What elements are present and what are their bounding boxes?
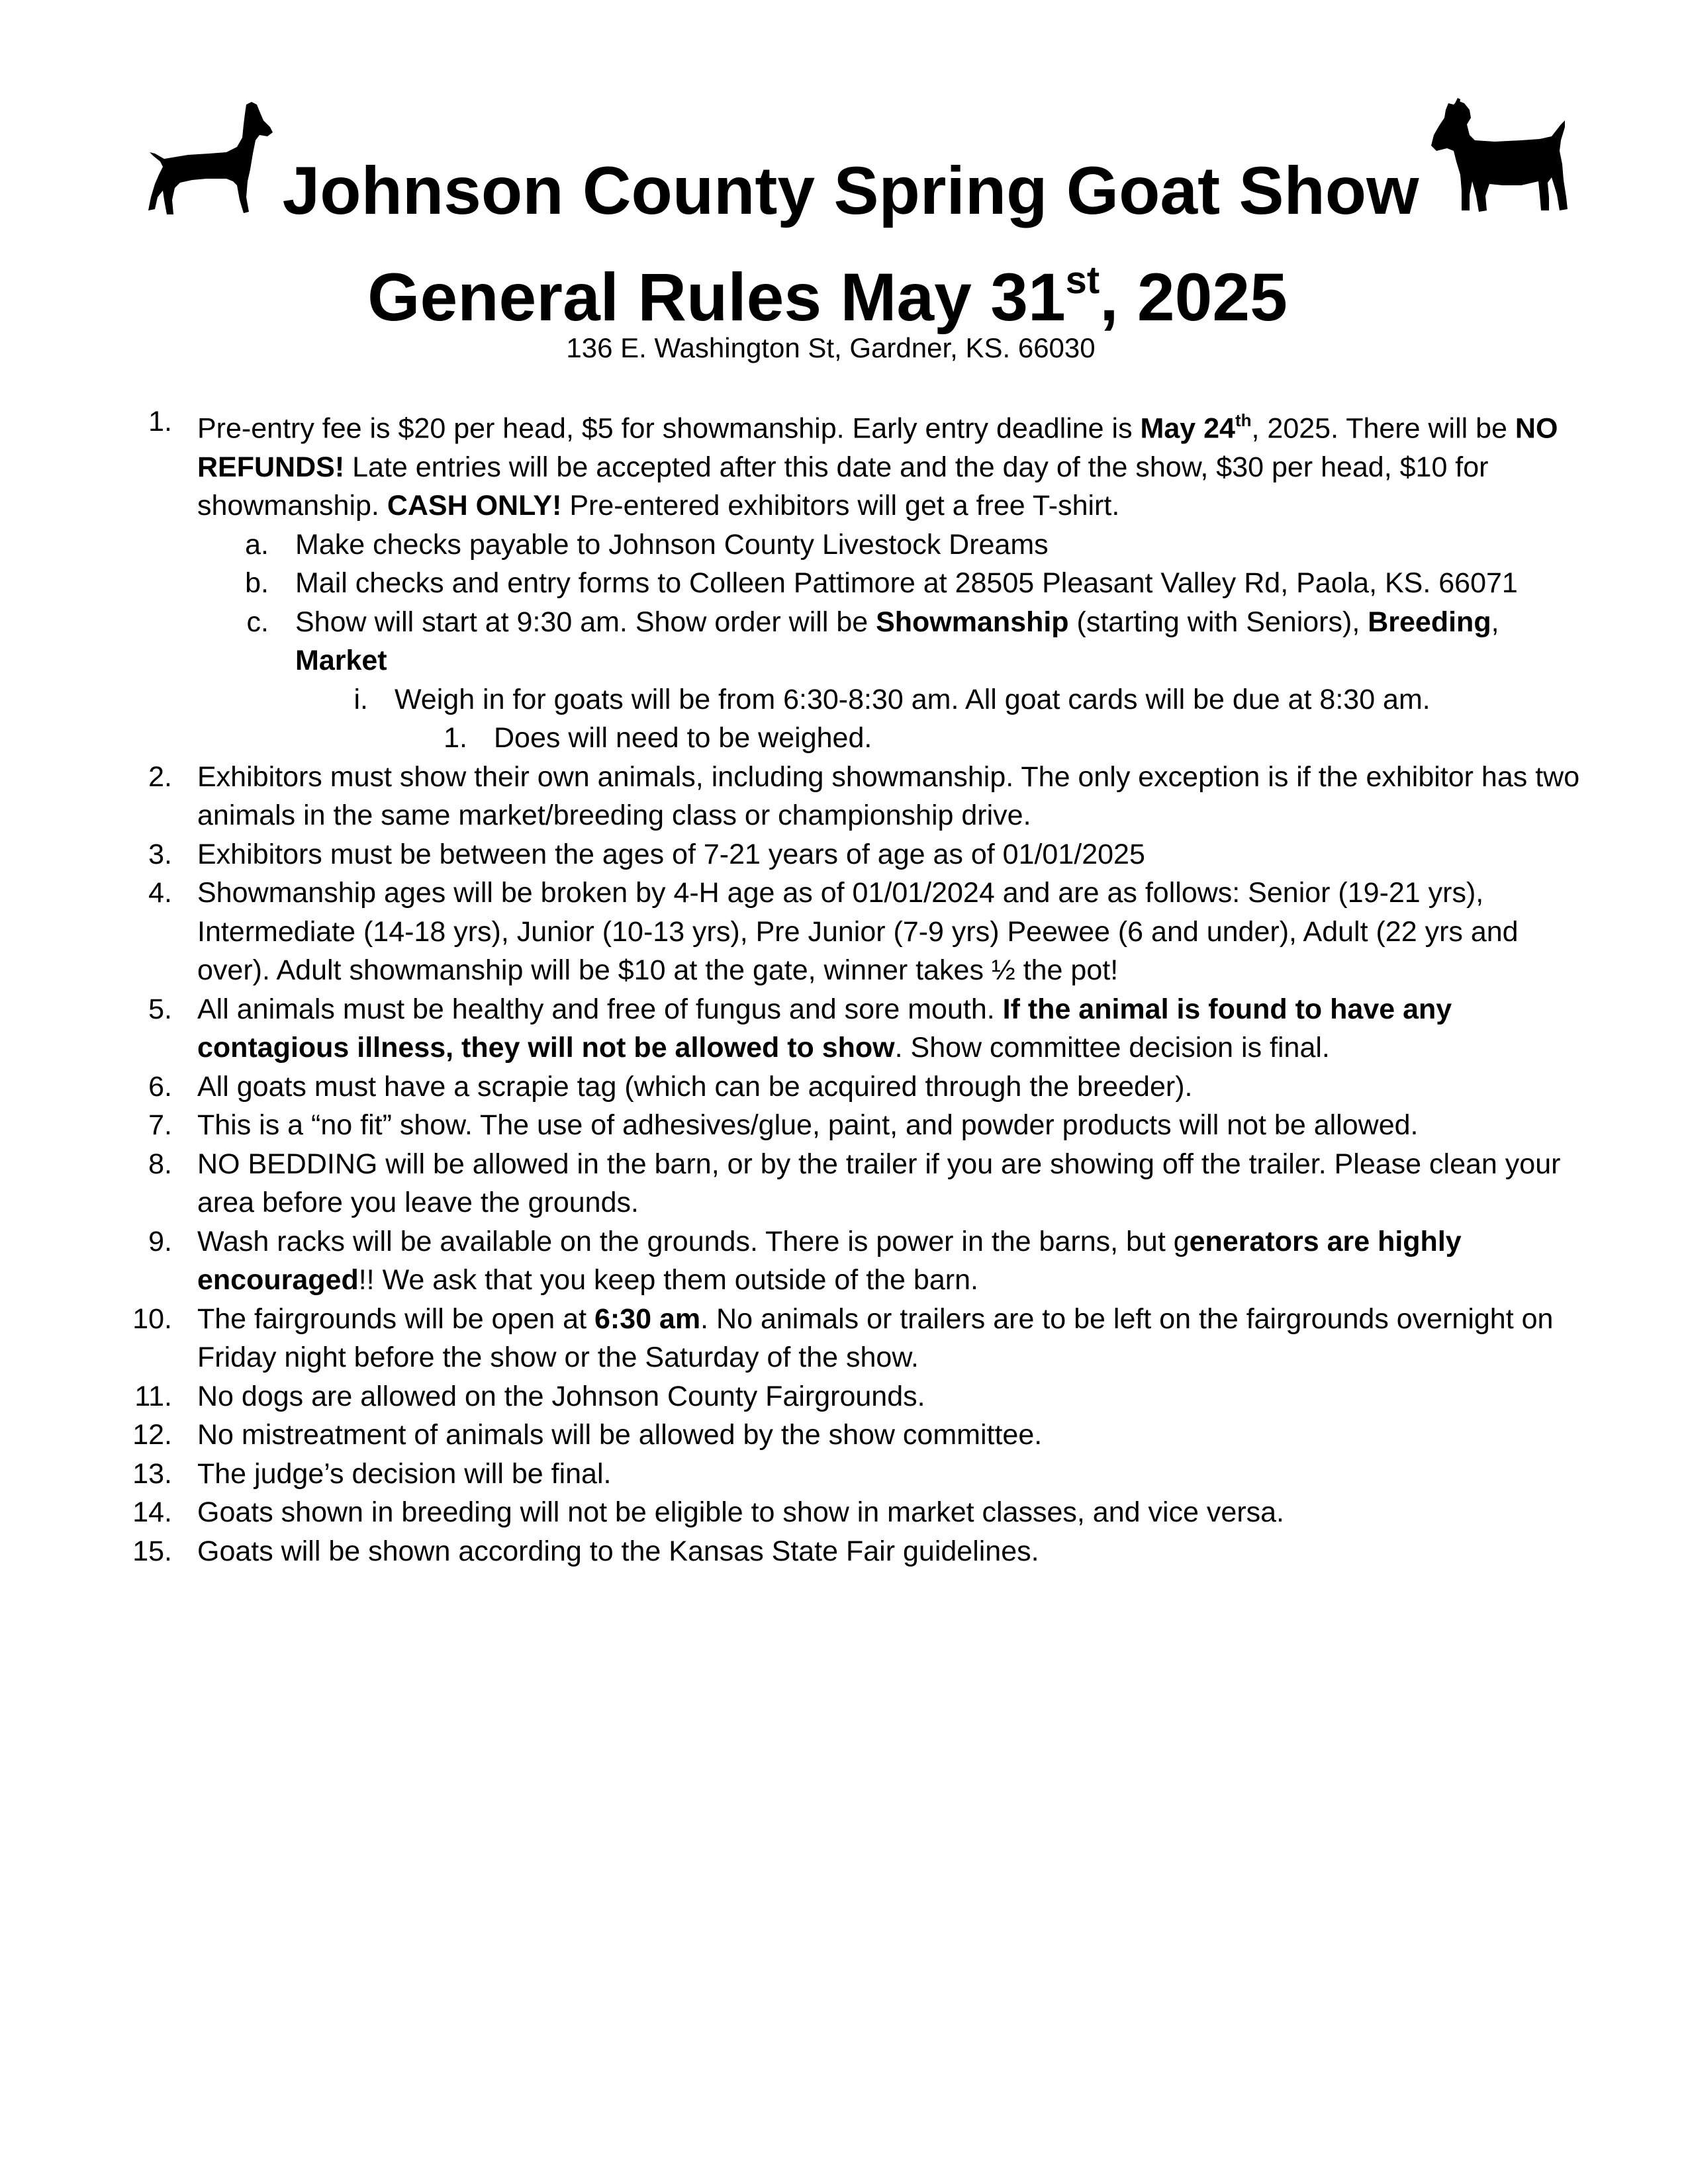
rule-text — [197, 1145, 1587, 1222]
rule-text-segment: !! We ask that you keep them outside of the barn. — [358, 1264, 978, 1297]
rule-item — [0, 1416, 1688, 1455]
rule-text-segment: (starting with Seniors), — [1068, 606, 1368, 638]
rule-text — [295, 525, 1593, 565]
rule-text-segment: Late entries will be accepted after this date and the day of the show, $30 per head, $10 for showmanship. — [197, 451, 1489, 522]
rule-number: 2. — [148, 760, 172, 793]
rule-text-segment: Mail checks and entry forms to Colleen Pattimore at 28505 Pleasant Valley Rd, Paola, KS. 66071 — [295, 567, 1518, 600]
rule-text-segment: , 2025. There will be — [1251, 412, 1515, 445]
rule-item — [0, 719, 1688, 758]
rule-text — [197, 1493, 1587, 1532]
rule-text — [197, 1106, 1587, 1145]
rule-text-segment: . No animals or trailers are to be left on the fairgrounds overnight on Friday night before the show or the Saturday of the show. — [197, 1302, 1554, 1374]
rule-text-segment: . Show committee decision is final. — [894, 1032, 1330, 1064]
rule-number: 12. — [132, 1419, 172, 1451]
rule-number: 5. — [148, 993, 172, 1025]
rule-number: 6. — [148, 1070, 172, 1103]
rules-list — [0, 402, 1688, 1570]
rule-text — [197, 402, 1587, 525]
rule-text-segment: Showmanship — [876, 606, 1069, 638]
rule-text-segment: enerators are highly encouraged — [197, 1225, 1462, 1297]
rule-item — [0, 1106, 1688, 1145]
rule-text — [197, 1222, 1587, 1300]
rule-text-segment: Exhibitors must show their own animals, including showmanship. The only exception is if the exhibitor has two animals in the same market/breeding class or championship drive. — [197, 760, 1580, 832]
rule-text-segment: NO BEDDING will be allowed in the barn, or by the trailer if you are showing off the trailer. Please clean your area before you leave the grounds. — [197, 1148, 1561, 1219]
rule-number: i. — [353, 683, 368, 715]
rule-text-segment: Pre-entered exhibitors will get a free T-shirt. — [561, 490, 1120, 522]
rule-item — [0, 402, 1688, 525]
rule-text — [197, 1068, 1587, 1107]
rule-text-segment: Show will start at 9:30 am. Show order will be — [295, 606, 876, 638]
rule-text — [197, 1532, 1587, 1571]
rule-item — [0, 603, 1688, 680]
rule-text-segment: Breeding — [1368, 606, 1491, 638]
rule-item — [0, 1300, 1688, 1377]
rule-text-segment: NO REFUNDS! — [197, 412, 1558, 483]
rule-text-segment: CASH ONLY! — [387, 490, 562, 522]
rule-text-segment: No dogs are allowed on the Johnson County Fairgrounds. — [197, 1380, 925, 1412]
rule-text-segment: All goats must have a scrapie tag (which can be acquired through the breeder). — [197, 1070, 1193, 1103]
show-address: 136 E. Washington St, Gardner, KS. 66030 — [566, 332, 1096, 363]
rule-number: 15. — [132, 1535, 172, 1567]
rule-text-segment: Make checks payable to Johnson County Livestock Dreams — [295, 528, 1049, 561]
rule-text — [395, 680, 1586, 719]
rule-item — [0, 1493, 1688, 1532]
rule-text-segment: Market — [295, 645, 387, 677]
rule-text-segment: Goats will be shown according to the Kansas State Fair guidelines. — [197, 1535, 1039, 1567]
rule-item — [0, 1532, 1688, 1571]
rule-text — [295, 603, 1593, 680]
rule-number: a. — [245, 528, 269, 561]
rule-item — [0, 1068, 1688, 1107]
rule-text-segment: Weigh in for goats will be from 6:30-8:30 am. All goat cards will be due at 8:30 am. — [395, 683, 1430, 715]
rule-text-segment: Does will need to be weighed. — [494, 722, 872, 754]
rule-text — [197, 1377, 1587, 1416]
rule-text — [295, 564, 1593, 603]
rule-text-segment: If the animal is found to have any contagious illness, they will not be allowed to show — [197, 993, 1452, 1064]
rule-item — [0, 1145, 1688, 1222]
rule-text — [197, 835, 1587, 874]
rule-number: 1. — [148, 406, 172, 437]
rule-text — [197, 1416, 1587, 1455]
page-title: Johnson County Spring Goat Show — [282, 153, 1419, 228]
page-subtitle: General Rules May 31st, 2025 — [367, 259, 1288, 335]
rule-number: 4. — [148, 877, 172, 909]
rule-number: 14. — [132, 1496, 172, 1529]
rule-text-segment: Pre-entry fee is $20 per head, $5 for showmanship. Early entry deadline is — [197, 412, 1141, 445]
rule-number: c. — [246, 606, 269, 638]
rule-number: 9. — [148, 1225, 172, 1257]
rule-number: 3. — [148, 838, 172, 870]
rule-text-segment: Exhibitors must be between the ages of 7-21 years of age as of 01/01/2025 — [197, 838, 1145, 870]
rule-text — [197, 874, 1587, 990]
rule-number: 1. — [444, 722, 467, 754]
rule-item — [0, 680, 1688, 719]
rule-text — [197, 1455, 1587, 1494]
rule-text-segment: The fairgrounds will be open at — [197, 1302, 594, 1335]
rule-number: 10. — [132, 1302, 172, 1335]
rule-text-segment: The judge’s decision will be final. — [197, 1457, 612, 1490]
rule-text-segment: , — [1491, 606, 1499, 638]
rule-text-segment: May 24 — [1140, 412, 1235, 445]
rule-item — [0, 1455, 1688, 1494]
rule-item — [0, 1377, 1688, 1416]
rule-text-segment: All animals must be healthy and free of fungus and sore mouth. — [197, 993, 1003, 1025]
rule-number: 11. — [134, 1380, 172, 1412]
rule-number: b. — [245, 567, 269, 600]
rule-text — [197, 1300, 1587, 1377]
rule-item — [0, 874, 1688, 990]
rule-item — [0, 835, 1688, 874]
rule-text — [197, 990, 1587, 1068]
rule-text-segment: 6:30 am — [594, 1302, 701, 1335]
rule-text-segment: th — [1235, 410, 1252, 430]
rule-item — [0, 758, 1688, 835]
rule-item — [0, 990, 1688, 1068]
rule-text-segment: Goats shown in breeding will not be eligible to show in market classes, and vice versa. — [197, 1496, 1284, 1529]
rule-number: 8. — [148, 1148, 172, 1180]
rule-text-segment: This is a “no fit” show. The use of adhesives/glue, paint, and powder products will not be allowed. — [197, 1109, 1419, 1142]
rule-item — [0, 525, 1688, 565]
rule-text-segment: Wash racks will be available on the grounds. There is power in the barns, but g — [197, 1225, 1190, 1257]
rule-text — [197, 758, 1587, 835]
rule-text-segment: Showmanship ages will be broken by 4-H age as of 01/01/2024 and are as follows: Senior (19-21 yrs), Intermediate (14-18 yrs), Junior (10-13 yrs), Pre Junior (7-9 yrs) Peewee (6 and under), Adult (22 yrs and over). Adult showmanship will be $10 at the gate, winner takes ½ the pot! — [197, 877, 1519, 987]
rule-number: 7. — [148, 1109, 172, 1142]
rule-item — [0, 564, 1688, 603]
rule-item — [0, 1222, 1688, 1300]
rule-text — [494, 719, 1586, 758]
rule-text-segment: No mistreatment of animals will be allowed by the show committee. — [197, 1419, 1043, 1451]
rule-number: 13. — [132, 1457, 172, 1490]
